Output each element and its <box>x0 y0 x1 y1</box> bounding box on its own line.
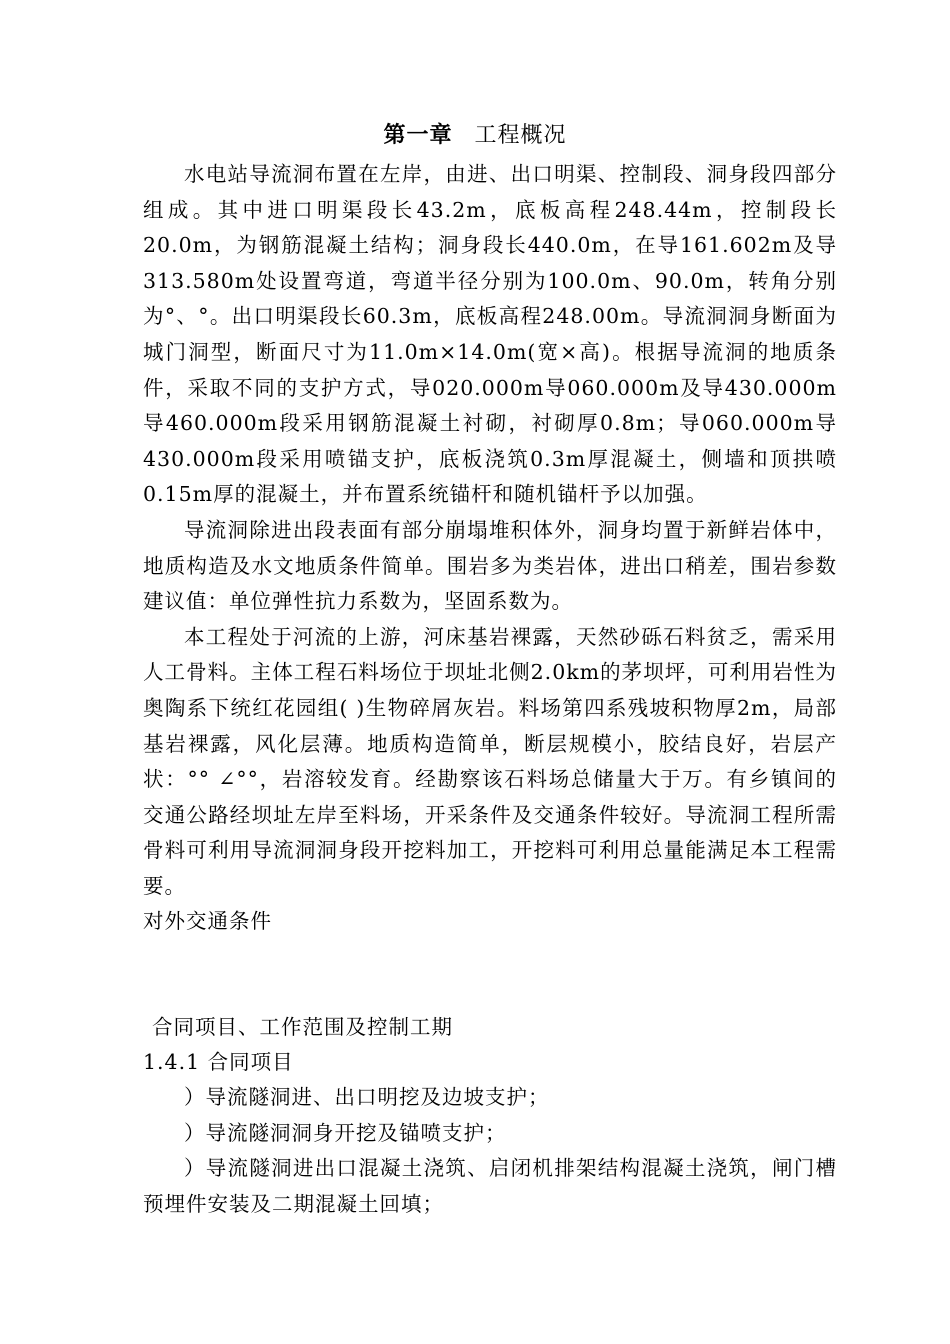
section-heading: 1.4.1 合同项目 <box>143 1050 294 1074</box>
chapter-title-text: 工程概况 <box>474 123 567 148</box>
traffic-heading: 对外交通条件 <box>143 909 272 934</box>
list-item: ）导流隧洞进、出口明挖及边坡支护； <box>184 1085 550 1109</box>
paragraph-geology: 导流洞除进出段表面有部分崩塌堆积体外，洞身均置于新鲜岩体中，地质构造及水文地质条件简单。围岩多为类岩体，进出口稍差，围岩参数建议值：单位弹性抗力系数为，坚固系数为。 <box>143 517 837 614</box>
chapter-title <box>0 120 950 151</box>
chapter-number: 第一章 <box>383 122 453 148</box>
body-section <box>143 157 837 940</box>
list-item: ）导流隧洞洞身开挖及锚喷支护； <box>184 1120 507 1145</box>
list-item: ）导流隧洞进出口混凝土浇筑、启闭机排架结构混凝土浇筑，闸门槽预埋件安装及二期混凝土回填； <box>143 1156 837 1216</box>
paragraph-materials: 本工程处于河流的上游，河床基岩裸露，天然砂砾石料贫乏，需采用人工骨料。主体工程石料场位于坝址北侧2.0km的茅坝坪，可利用岩性为奥陶系下统红花园组( )生物碎屑灰岩。料场第四系残坡积物厚2m，局部基岩裸露，风化层薄。地质构造简单，断层规模小，胶结良好，岩层产状：°° ∠°°，岩溶较发育。经勘察该石料场总储量大于万。有乡镇间的交通公路经坝址左岸至料场，开采条件及交通条件较好。导流洞工程所需骨料可利用导流洞洞身段开挖料加工，开挖料可利用总量能满足本工程需要。 <box>143 624 837 898</box>
contract-items-list <box>143 1080 837 1222</box>
paragraph-project-layout: 水电站导流洞布置在左岸，由进、出口明渠、控制段、洞身段四部分组成。其中进口明渠段长43.2m，底板高程248.44m，控制段长20.0m，为钢筋混凝土结构；洞身段长440.0m，在导161.602m及导313.580m处设置弯道，弯道半径分别为100.0m、90.0m，转角分别为°、°。出口明渠段长60.3m，底板高程248.00m。导流洞洞身断面为城门洞型，断面尺寸为11.0m×14.0m(宽×高)。根据导流洞的地质条件，采取不同的支护方式，导020.000m导060.000m及导430.000m导460.000m段采用钢筋混凝土衬砌，衬砌厚0.8m；导060.000m导430.000m段采用喷锚支护，底板浇筑0.3m厚混凝土，侧墙和顶拱喷0.15m厚的混凝土，并布置系统锚杆和随机锚杆予以加强。 <box>143 162 837 507</box>
contract-heading: 合同项目、工作范围及控制工期 <box>152 1015 453 1039</box>
